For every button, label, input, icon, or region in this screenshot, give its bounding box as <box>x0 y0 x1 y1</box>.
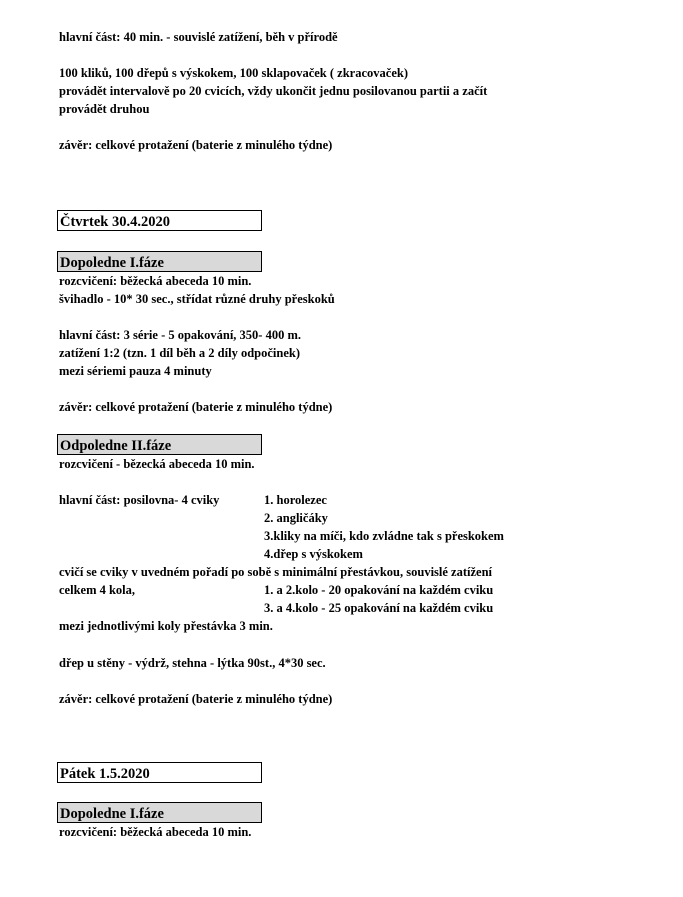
phase-header-afternoon-label: Odpoledne II.fáze <box>60 438 172 454</box>
phase-header-afternoon <box>57 434 262 455</box>
jump-rope-line: švihadlo - 10* 30 sec., střídat různé druhy přeskoků <box>59 292 335 306</box>
rounds-total-line: celkem 4 kola, <box>59 583 136 597</box>
exercise-order-line: cvičí se cviky v uvedném pořadí po sobě s minimální přestávkou, souvislé zatížení <box>59 565 493 579</box>
instruction-line-2: provádět druhou <box>59 102 150 116</box>
exercise-list-line: 100 kliků, 100 dřepů s výskokem, 100 sklapovaček ( zkracovaček) <box>59 66 408 80</box>
exercise-item-1: 1. horolezec <box>264 493 327 507</box>
rounds-break-line: mezi jednotlivými koly přestávka 3 min. <box>59 619 273 633</box>
day-header-thursday <box>57 210 262 231</box>
phase-header-morning-1 <box>57 251 262 272</box>
phase-header-morning-1-label: Dopoledne I.fáze <box>60 255 164 271</box>
wall-squat-line: dřep u stěny - výdrž, stehna - lýtka 90st., 4*30 sec. <box>59 656 326 670</box>
instruction-line-1: provádět intervalově po 20 cvicích, vždy ukončit jednu posilovanou partii a začít <box>59 84 488 98</box>
conclusion-line-2: závěr: celkové protažení (baterie z minulého týdne) <box>59 400 333 414</box>
day-header-friday-label: Pátek 1.5.2020 <box>60 766 150 782</box>
day-header-thursday-label: Čtvrtek 30.4.2020 <box>60 214 170 230</box>
warmup-line-2: rozcvičení - bězecká abeceda 10 min. <box>59 457 255 471</box>
warmup-line-1: rozcvičení: běžecká abeceda 10 min. <box>59 274 252 288</box>
exercise-item-2: 2. angličáky <box>264 511 328 525</box>
day-header-friday <box>57 762 262 783</box>
rounds-3-4-line: 3. a 4.kolo - 25 opakování na každém cviku <box>264 601 494 615</box>
phase-header-morning-2 <box>57 802 262 823</box>
main-part-line-3: hlavní část: posilovna- 4 cviky <box>59 493 220 507</box>
exercise-item-4: 4.dřep s výskokem <box>264 547 363 561</box>
rounds-1-2-line: 1. a 2.kolo - 20 opakování na každém cviku <box>264 583 494 597</box>
main-part-line-2: hlavní část: 3 série - 5 opakování, 350- 400 m. <box>59 328 302 342</box>
main-part-line: hlavní část: 40 min. - souvislé zatížení, běh v přírodě <box>59 30 338 44</box>
series-pause-line: mezi sériemi pauza 4 minuty <box>59 364 212 378</box>
warmup-line-3: rozcvičení: běžecká abeceda 10 min. <box>59 825 252 839</box>
conclusion-line-3: závěr: celkové protažení (baterie z minulého týdne) <box>59 692 333 706</box>
phase-header-morning-2-label: Dopoledne I.fáze <box>60 806 164 822</box>
load-ratio-line: zatížení 1:2 (tzn. 1 díl běh a 2 díly odpočinek) <box>59 346 300 360</box>
exercise-item-3: 3.kliky na míči, kdo zvládne tak s přeskokem <box>264 529 504 543</box>
conclusion-line-1: závěr: celkové protažení (baterie z minulého týdne) <box>59 138 333 152</box>
